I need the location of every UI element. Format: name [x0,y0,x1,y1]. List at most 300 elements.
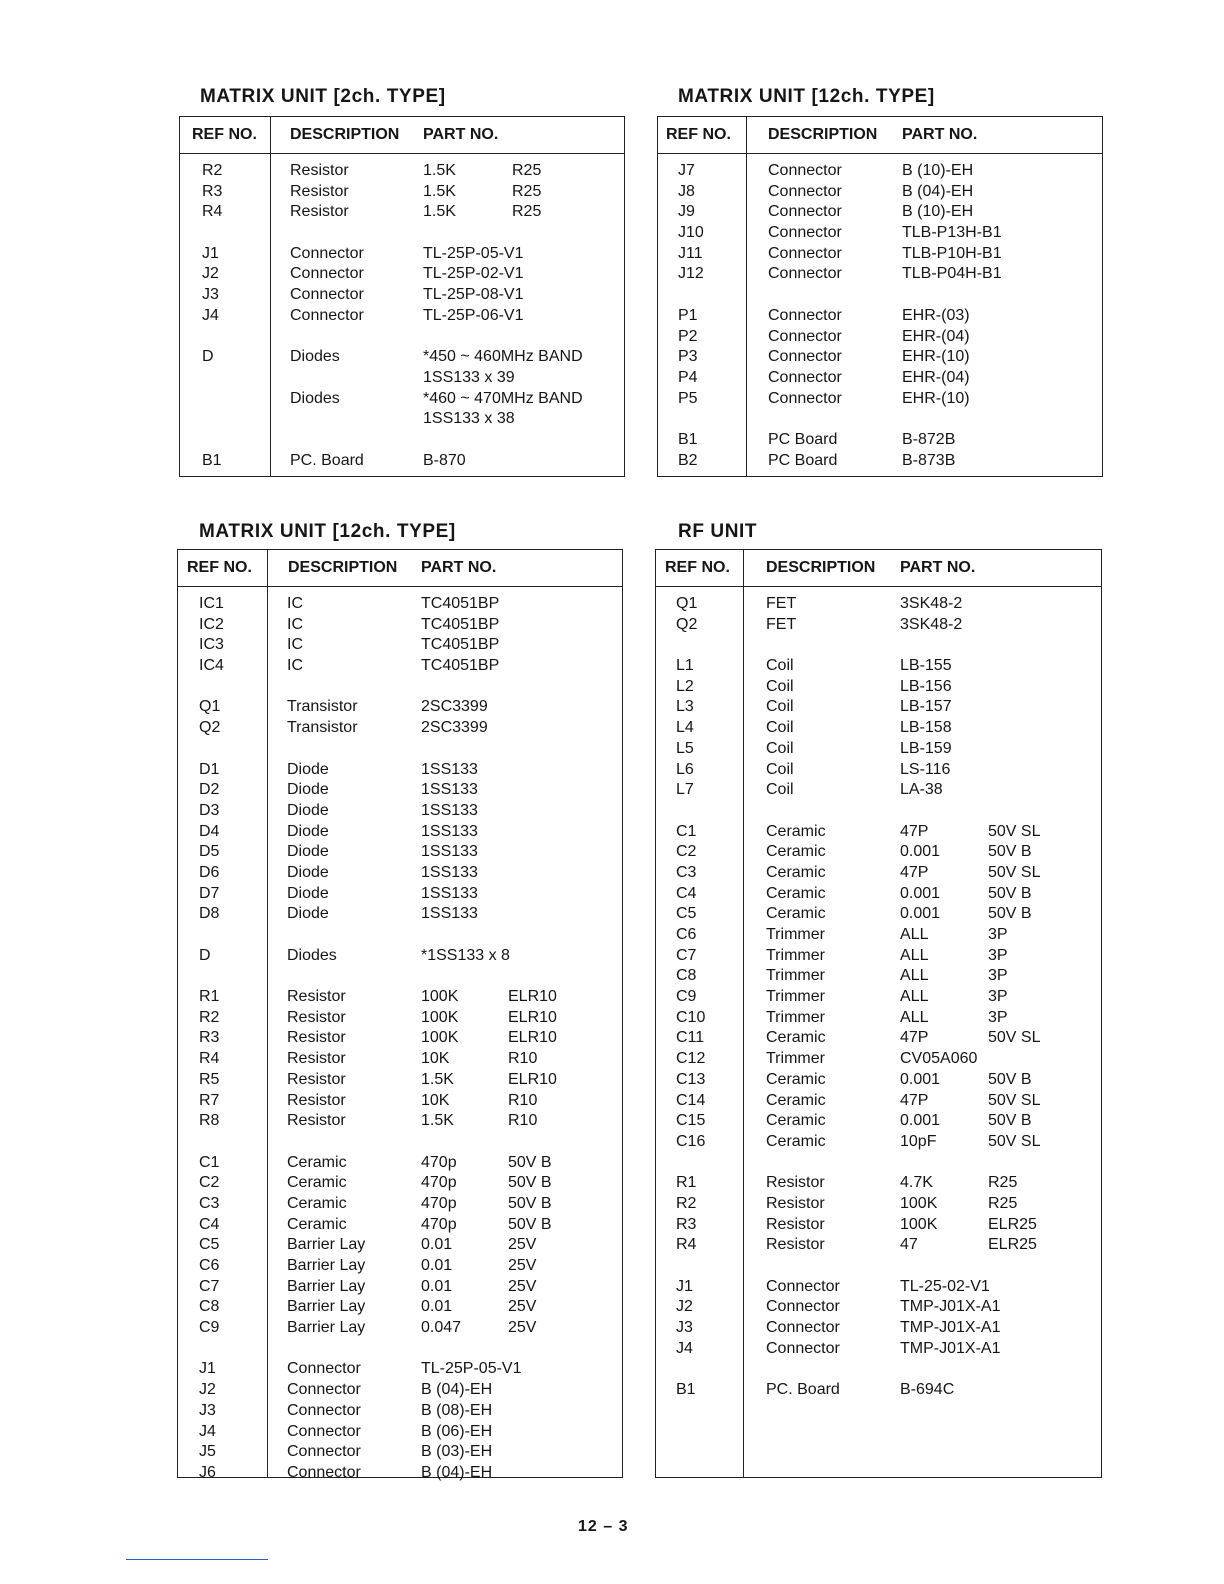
cell-desc: Diodes [290,389,340,407]
cell-spec: 50V B [508,1194,552,1212]
cell-part: 47P [900,863,929,881]
cell-part: 47P [900,822,929,840]
cell-spec: 25V [508,1236,537,1254]
cell-ref: IC4 [199,657,224,675]
table-row [178,697,622,718]
cell-part: ALL [900,946,929,964]
cell-part: 0.001 [900,1112,941,1130]
cell-desc: Coil [766,657,794,675]
cell-part: *460 ~ 470MHz BAND [423,389,583,407]
cell-part: 4.7K [900,1174,933,1192]
section-title: MATRIX UNIT [2ch. TYPE] [200,86,446,107]
cell-spec: 50V SL [988,1091,1041,1109]
table-row [658,347,1102,368]
cell-part: TMP-J01X-A1 [900,1319,1001,1337]
table-row [656,1070,1101,1091]
cell-ref: R7 [199,1091,220,1109]
cell-part: 1.5K [421,1070,454,1088]
cell-part: EHR-(03) [902,306,970,324]
cell-desc: Connector [768,244,842,262]
cell-ref: C4 [199,1215,220,1233]
cell-ref: L5 [676,739,694,757]
row-spacer [178,925,622,946]
cell-ref: Q1 [199,698,221,716]
cell-part: 47P [900,1091,929,1109]
cell-ref: D6 [199,863,220,881]
cell-desc: Trimmer [766,967,825,985]
table-row [180,202,624,223]
table-header [180,117,624,154]
cell-desc: Barrier Lay [287,1298,366,1316]
table-row [658,451,1102,472]
cell-desc: Diodes [290,348,340,366]
table-row [180,161,624,182]
cell-part: TL-25P-06-V1 [423,306,524,324]
cell-desc: Connector [768,368,842,386]
row-spacer [178,1132,622,1153]
header-part-no: PART NO. [421,559,497,576]
row-spacer [178,966,622,987]
cell-desc: Connector [768,327,842,345]
cell-ref: C10 [676,1008,706,1026]
table-row [178,1277,622,1298]
table-row [178,760,622,781]
cell-part: B (10)-EH [902,203,974,221]
cell-desc: Resistor [287,1008,346,1026]
cell-ref: C4 [676,884,697,902]
table-row [656,1049,1101,1070]
cell-spec: ELR10 [508,1029,557,1047]
cell-ref: C2 [676,843,697,861]
row-spacer [658,285,1102,306]
cell-part: B-873B [902,451,956,469]
table-row [178,1111,622,1132]
cell-ref: D3 [199,801,220,819]
table-row [656,1111,1101,1132]
cell-desc: PC. Board [290,451,364,469]
cell-desc: Resistor [287,1050,346,1068]
cell-ref: J4 [202,306,219,324]
cell-ref: D [202,348,214,366]
cell-part: TL-25P-02-V1 [423,265,524,283]
cell-part: TMP-J01X-A1 [900,1298,1001,1316]
table-row [656,1091,1101,1112]
cell-part: 10pF [900,1132,937,1150]
header-description: DESCRIPTION [290,126,400,143]
cell-desc: Connector [766,1339,840,1357]
table-row [178,801,622,822]
cell-desc: Connector [290,286,364,304]
cell-ref: C3 [199,1194,220,1212]
header-ref-no: REF NO. [666,126,731,143]
cell-ref: L3 [676,698,694,716]
cell-part: 10K [421,1050,450,1068]
cell-ref: Q2 [199,719,221,737]
cell-part: *1SS133 x 8 [421,946,510,964]
header-part-no: PART NO. [423,126,499,143]
cell-ref: C1 [199,1153,220,1171]
cell-desc: PC. Board [766,1381,840,1399]
cell-ref: D4 [199,822,220,840]
cell-ref: IC1 [199,595,224,612]
table-row [658,430,1102,451]
table-header [656,550,1101,587]
cell-part: TLB-P10H-B1 [902,244,1002,262]
cell-part: LB-157 [900,698,952,716]
cell-ref: C8 [199,1298,220,1316]
table-row [656,780,1101,801]
table-row [178,884,622,905]
cell-part: LB-156 [900,677,952,695]
table-row [178,1153,622,1174]
table-row [656,822,1101,843]
cell-desc: Resistor [766,1236,825,1254]
header-part-no: PART NO. [902,126,978,143]
table-row [178,1194,622,1215]
cell-ref: IC2 [199,615,224,633]
cell-desc: Connector [768,348,842,366]
cell-desc: Connector [287,1401,361,1419]
cell-desc: Ceramic [766,884,826,902]
cell-ref: C3 [676,863,697,881]
cell-part: LB-158 [900,719,952,737]
cell-part: 0.001 [900,905,941,923]
table-row [180,389,624,410]
header-description: DESCRIPTION [768,126,878,143]
cell-desc: Connector [287,1463,361,1481]
table-row [178,1256,622,1277]
cell-part: 0.01 [421,1257,453,1274]
cell-desc: Barrier Lay [287,1236,366,1254]
cell-ref: R8 [199,1112,220,1130]
table-row [656,1318,1101,1339]
table-row [178,1401,622,1422]
cell-desc: PC Board [768,430,838,448]
table-row [180,264,624,285]
cell-ref: L4 [676,719,694,737]
cell-spec: R25 [512,203,542,221]
cell-spec: 50V B [508,1153,552,1171]
table-row [178,1235,622,1256]
cell-spec: R25 [988,1194,1018,1212]
cell-spec: R10 [508,1050,538,1068]
cell-desc: Ceramic [766,822,826,840]
cell-spec: 3P [988,1008,1008,1026]
cell-spec: 50V B [988,1112,1032,1130]
table-body [656,594,1101,1401]
cell-spec: R10 [508,1091,538,1109]
cell-part: 1SS133 [421,760,478,778]
cell-desc: Ceramic [766,1132,826,1150]
table-row [178,1028,622,1049]
cell-desc: Diode [287,760,329,778]
cell-ref: C5 [199,1236,220,1254]
cell-part: ALL [900,1008,929,1026]
cell-spec: ELR10 [508,1070,557,1088]
parts-table-matrix-12ch-b [177,549,623,1481]
cell-ref: D2 [199,781,220,799]
cell-part: B (04)-EH [902,182,974,200]
table-row [656,718,1101,739]
cell-desc: Connector [768,389,842,407]
cell-part: 2SC3399 [421,698,488,716]
cell-ref: C11 [676,1029,705,1047]
table-row [658,264,1102,285]
cell-ref: J2 [199,1381,216,1399]
cell-spec: 3P [988,946,1008,964]
cell-ref: D [199,946,211,964]
cell-part: B (04)-EH [421,1463,493,1481]
section-title: MATRIX UNIT [12ch. TYPE] [678,86,935,107]
cell-spec: ELR10 [508,1008,557,1026]
cell-ref: J3 [199,1401,216,1419]
cell-ref: C16 [676,1132,706,1150]
cell-part: 1.5K [423,203,456,221]
cell-spec: ELR25 [988,1215,1037,1233]
cell-ref: C15 [676,1112,706,1130]
table-row [180,368,624,389]
cell-part: 0.01 [421,1236,453,1254]
cell-desc: Connector [290,244,364,262]
cell-part: 10K [421,1091,450,1109]
cell-desc: Ceramic [287,1215,347,1233]
cell-ref: C12 [676,1050,706,1068]
cell-part: ALL [900,988,929,1006]
row-spacer [656,1256,1101,1277]
cell-desc: Connector [768,306,842,324]
cell-spec: 25V [508,1298,537,1316]
cell-ref: IC3 [199,636,224,654]
header-ref-no: REF NO. [192,126,257,143]
cell-part: 3SK48-2 [900,595,963,612]
table-row [656,1028,1101,1049]
cell-ref: J2 [676,1298,693,1316]
cell-part: 100K [900,1215,938,1233]
table-body [178,594,622,1484]
cell-ref: B1 [202,451,222,469]
cell-ref: P1 [678,306,698,324]
header-ref-no: REF NO. [665,559,730,576]
cell-part: *450 ~ 460MHz BAND [423,348,583,366]
cell-desc: Diode [287,822,329,840]
header-description: DESCRIPTION [766,559,876,576]
cell-desc: Coil [766,760,794,778]
cell-ref: J7 [678,162,695,179]
cell-ref: R2 [199,1008,220,1026]
cell-desc: Barrier Lay [287,1319,366,1337]
cell-part: LB-159 [900,739,952,757]
cell-ref: P3 [678,348,698,366]
cell-part: TC4051BP [421,657,500,675]
cell-ref: R1 [199,988,220,1006]
cell-desc: Resistor [290,203,349,221]
cell-desc: IC [287,615,303,633]
cell-ref: C8 [676,967,697,985]
cell-part: TL-25P-05-V1 [421,1360,522,1378]
cell-ref: P4 [678,368,698,386]
cell-part: 100K [421,988,459,1006]
table-row [656,1173,1101,1194]
row-spacer [656,635,1101,656]
table-row [656,1339,1101,1360]
cell-ref: R4 [199,1050,220,1068]
cell-ref: C6 [676,926,697,943]
cell-part: TLB-P04H-B1 [902,265,1002,283]
table-row [656,1215,1101,1236]
table-row [656,697,1101,718]
cell-part: 47P [900,1029,929,1047]
cell-ref: C14 [676,1091,706,1109]
cell-part: TC4051BP [421,636,500,654]
table-row [178,863,622,884]
cell-part: B (10)-EH [902,162,974,179]
cell-desc: Coil [766,781,794,799]
table-row [658,202,1102,223]
cell-ref: Q1 [676,595,698,612]
cell-ref: D1 [199,760,220,778]
cell-desc: Connector [290,306,364,324]
cell-ref: Q2 [676,615,698,633]
cell-part: 3SK48-2 [900,615,963,633]
cell-part: LA-38 [900,781,943,799]
cell-ref: B1 [678,430,698,448]
table-row [180,451,624,472]
cell-part: 1SS133 x 38 [423,410,515,428]
cell-desc: Trimmer [766,946,825,964]
cell-part: 0.01 [421,1298,453,1316]
cell-ref: R2 [202,162,223,179]
cell-spec: 25V [508,1319,537,1337]
table-header [178,550,622,587]
table-row [656,594,1101,615]
cell-part: 1SS133 [421,781,478,799]
cell-ref: J5 [199,1443,216,1461]
table-row [658,182,1102,203]
cell-desc: Trimmer [766,1050,825,1068]
cell-part: LS-116 [900,760,951,778]
cell-desc: Ceramic [766,905,826,923]
cell-part: 0.001 [900,1070,941,1088]
cell-ref: J10 [678,224,704,242]
cell-part: 0.001 [900,843,941,861]
cell-ref: B2 [678,451,698,469]
cell-desc: Diode [287,905,329,923]
cell-desc: Connector [287,1381,361,1399]
cell-ref: C2 [199,1174,220,1192]
cell-part: TL-25P-05-V1 [423,244,524,262]
table-row [178,946,622,967]
table-row [658,161,1102,182]
cell-part: 470p [421,1174,457,1192]
table-row [656,1380,1101,1401]
table-row [656,925,1101,946]
table-row [656,904,1101,925]
row-spacer [178,677,622,698]
table-row [656,615,1101,636]
cell-ref: J2 [202,265,219,283]
cell-desc: Ceramic [766,863,826,881]
cell-part: B (06)-EH [421,1422,493,1440]
cell-desc: IC [287,636,303,654]
row-spacer [178,1339,622,1360]
cell-spec: 3P [988,967,1008,985]
cell-ref: R4 [676,1236,697,1254]
table-row [656,863,1101,884]
table-row [178,1380,622,1401]
cell-part: EHR-(10) [902,348,970,366]
cell-desc: Connector [290,265,364,283]
cell-part: TL-25P-08-V1 [423,286,524,304]
cell-desc: Coil [766,739,794,757]
cell-ref: C7 [199,1277,220,1295]
table-row [658,306,1102,327]
cell-part: TC4051BP [421,615,500,633]
cell-part: TC4051BP [421,595,500,612]
cell-part: 1SS133 x 39 [423,368,515,386]
row-spacer [658,409,1102,430]
cell-ref: D7 [199,884,220,902]
table-row [656,739,1101,760]
parts-table-matrix-2ch [179,116,625,477]
table-row [658,223,1102,244]
table-body [180,161,624,471]
table-row [658,389,1102,410]
row-spacer [180,223,624,244]
cell-ref: C6 [199,1257,220,1274]
table-row [656,1277,1101,1298]
header-part-no: PART NO. [900,559,976,576]
cell-spec: 50V SL [988,863,1041,881]
table-row [180,182,624,203]
cell-part: 1.5K [423,182,456,200]
cell-desc: Resistor [766,1174,825,1192]
cell-desc: Trimmer [766,1008,825,1026]
table-row [178,780,622,801]
cell-desc: Diode [287,884,329,902]
cell-spec: 50V B [988,905,1032,923]
cell-part: 1SS133 [421,822,478,840]
cell-ref: B1 [676,1381,696,1399]
cell-part: B (08)-EH [421,1401,493,1419]
cell-desc: Diode [287,843,329,861]
cell-ref: C9 [676,988,697,1006]
cell-part: 1SS133 [421,863,478,881]
cell-ref: J4 [676,1339,693,1357]
cell-spec: 25V [508,1257,537,1274]
cell-part: B-870 [423,451,466,469]
cell-desc: Resistor [766,1215,825,1233]
cell-desc: Ceramic [287,1153,347,1171]
cell-desc: Resistor [290,162,349,179]
cell-ref: J1 [199,1360,216,1378]
table-row [656,966,1101,987]
section-title: RF UNIT [678,521,758,542]
cell-part: TMP-J01X-A1 [900,1339,1001,1357]
cell-ref: R4 [202,203,223,221]
cell-spec: 50V SL [988,1029,1041,1047]
cell-part: B (04)-EH [421,1381,493,1399]
cell-ref: C7 [676,946,697,964]
cell-spec: ELR25 [988,1236,1037,1254]
table-row [178,1215,622,1236]
cell-desc: Connector [766,1298,840,1316]
cell-desc: Ceramic [766,843,826,861]
row-spacer [180,327,624,348]
cell-desc: Diode [287,863,329,881]
table-row [180,285,624,306]
cell-ref: R3 [199,1029,220,1047]
cell-desc: Resistor [290,182,349,200]
